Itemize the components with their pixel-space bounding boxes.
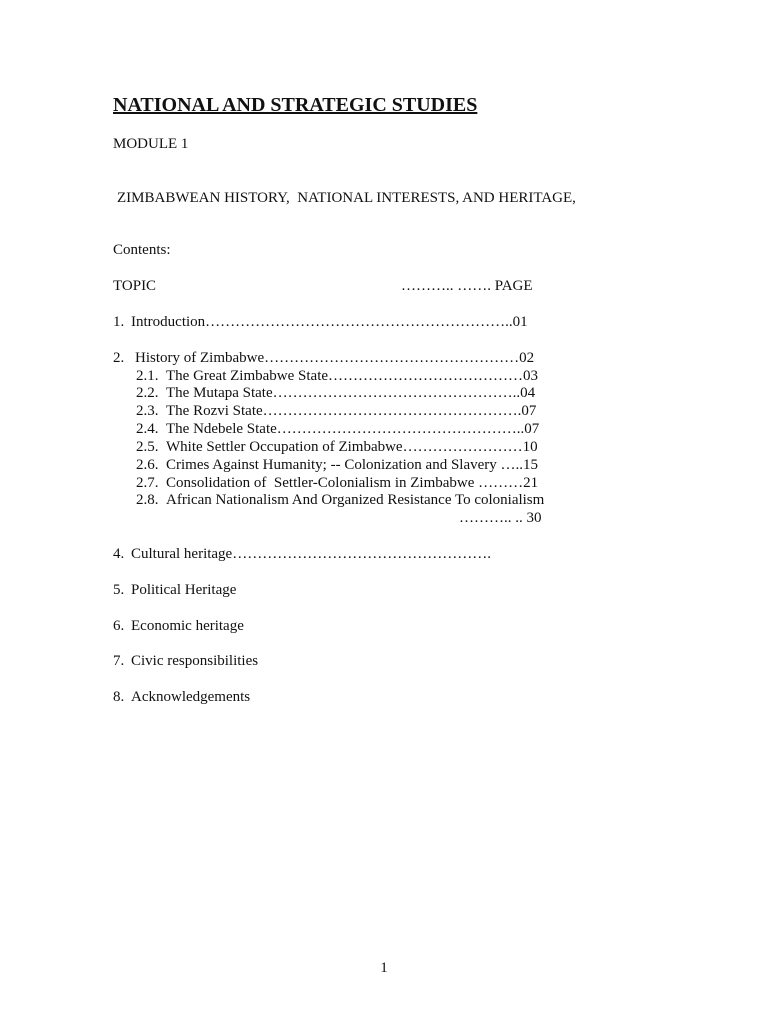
toc-subentry-title: The Ndebele State — [166, 421, 277, 437]
toc-subentry-text — [166, 367, 538, 385]
toc-entry — [0, 581, 768, 599]
toc-entry — [0, 617, 768, 635]
toc-subentry-continuation — [0, 509, 768, 527]
page-number: 1 — [380, 960, 388, 976]
toc-entry — [0, 349, 768, 367]
toc-subentry-page: 03 — [523, 368, 539, 384]
toc-entry-title: Political Heritage — [131, 582, 237, 598]
toc-header-page: ……….. ……. PAGE — [401, 278, 533, 294]
toc-entry-title: Economic heritage — [131, 618, 244, 634]
toc-entry-page: 01 — [512, 314, 528, 330]
toc-subentry-leader: ………………………………………….. — [272, 385, 521, 401]
toc-entry-number: 7. — [113, 653, 125, 669]
toc-subentry-page: 15 — [523, 457, 539, 473]
toc-entry-leader: ……………………………………………. — [232, 546, 491, 562]
toc-entry-title: Cultural heritage — [131, 546, 233, 562]
toc-subentry — [0, 491, 768, 509]
toc-subentry-number: 2.3. — [136, 403, 159, 419]
toc-subentry-number: 2.1. — [136, 368, 159, 384]
module-label: MODULE 1 — [113, 136, 189, 152]
toc-subentry-text — [166, 420, 539, 438]
subtitle-line — [0, 189, 768, 207]
toc-subentry-number: 2.2. — [136, 385, 159, 401]
toc-subentry-text — [166, 474, 538, 492]
toc-entry-text — [135, 349, 534, 367]
toc-entry-number: 1. — [113, 314, 125, 330]
toc-subentry-leader: ……….. .. — [459, 510, 523, 526]
toc-entry-leader: …………………………………………… — [264, 350, 520, 366]
toc-subentry-text — [459, 509, 542, 527]
toc-entry-page: 02 — [519, 350, 535, 366]
toc-subentry-title: African Nationalism And Organized Resistance To colonialism — [166, 492, 545, 508]
toc-entry — [0, 313, 768, 331]
toc-subentry — [0, 456, 768, 474]
toc-entry-leader: …………………………………………………….. — [205, 314, 513, 330]
toc-entry-title: Acknowledgements — [131, 689, 251, 705]
toc-subentry-number: 2.7. — [136, 475, 159, 491]
toc-entry-number: 6. — [113, 618, 125, 634]
toc-subentry-page: 21 — [523, 475, 539, 491]
toc-subentry-title: White Settler Occupation of Zimbabwe — [166, 439, 403, 455]
module-subtitle: ZIMBABWEAN HISTORY, NATIONAL INTERESTS, AND HERITAGE, — [117, 190, 576, 206]
toc-subentry — [0, 402, 768, 420]
toc-subentry-page: 07 — [521, 403, 537, 419]
contents-label: Contents: — [113, 242, 171, 258]
toc-entry-text — [131, 313, 528, 331]
toc-subentry — [0, 367, 768, 385]
toc-subentry-leader: ………………………………… — [328, 368, 524, 384]
toc-subentry-page: 30 — [526, 510, 542, 526]
document-title: NATIONAL AND STRATEGIC STUDIES — [113, 94, 478, 116]
toc-subentry — [0, 438, 768, 456]
toc-entry-title: History of Zimbabwe — [135, 350, 265, 366]
toc-subentry-text — [166, 402, 536, 420]
toc-subentry-leader: ……… — [478, 475, 524, 491]
toc-subentry-text — [166, 456, 538, 474]
toc-subentry-page: 04 — [520, 385, 536, 401]
toc-subentry-number: 2.6. — [136, 457, 159, 473]
toc-header-topic: TOPIC — [113, 278, 157, 294]
toc-subentry-title: Crimes Against Humanity; -- Colonization and Slavery — [166, 457, 497, 473]
toc-subentry-leader: ….. — [500, 457, 524, 473]
toc-entry — [0, 652, 768, 670]
toc-entry-number: 8. — [113, 689, 125, 705]
toc-subentry — [0, 420, 768, 438]
toc-subentry-leader: …………………… — [402, 439, 523, 455]
toc-entry-text — [131, 545, 491, 563]
toc-subentry-title: Consolidation of Settler-Colonialism in Zimbabwe — [166, 475, 475, 491]
toc-subentry-leader: ………………………………………….. — [276, 421, 525, 437]
toc-subentry-text — [166, 438, 538, 456]
toc-subentry — [0, 474, 768, 492]
toc-subentry — [0, 384, 768, 402]
toc-subentry-title: The Rozvi State — [166, 403, 263, 419]
toc-subentry-leader: ……………………………………………. — [262, 403, 522, 419]
toc-entry — [0, 688, 768, 706]
toc-subentry-title: The Great Zimbabwe State — [166, 368, 329, 384]
toc-subentry-title: The Mutapa State — [166, 385, 273, 401]
toc-subentry-text — [166, 384, 535, 402]
contents-line — [0, 241, 768, 259]
toc-subentry-page: 07 — [524, 421, 540, 437]
toc-entry-number: 5. — [113, 582, 125, 598]
toc-subentry-number: 2.5. — [136, 439, 159, 455]
toc-entry-number: 2. — [113, 350, 125, 366]
toc-subentry-number: 2.4. — [136, 421, 159, 437]
module-line — [0, 135, 768, 153]
toc-entry-title: Civic responsibilities — [131, 653, 259, 669]
toc-subentry-number: 2.8. — [136, 492, 159, 508]
toc-entry — [0, 545, 768, 563]
toc-entry-number: 4. — [113, 546, 125, 562]
toc-header — [0, 277, 768, 295]
toc-entry-title: Introduction — [131, 314, 206, 330]
toc-subentry-page: 10 — [522, 439, 538, 455]
